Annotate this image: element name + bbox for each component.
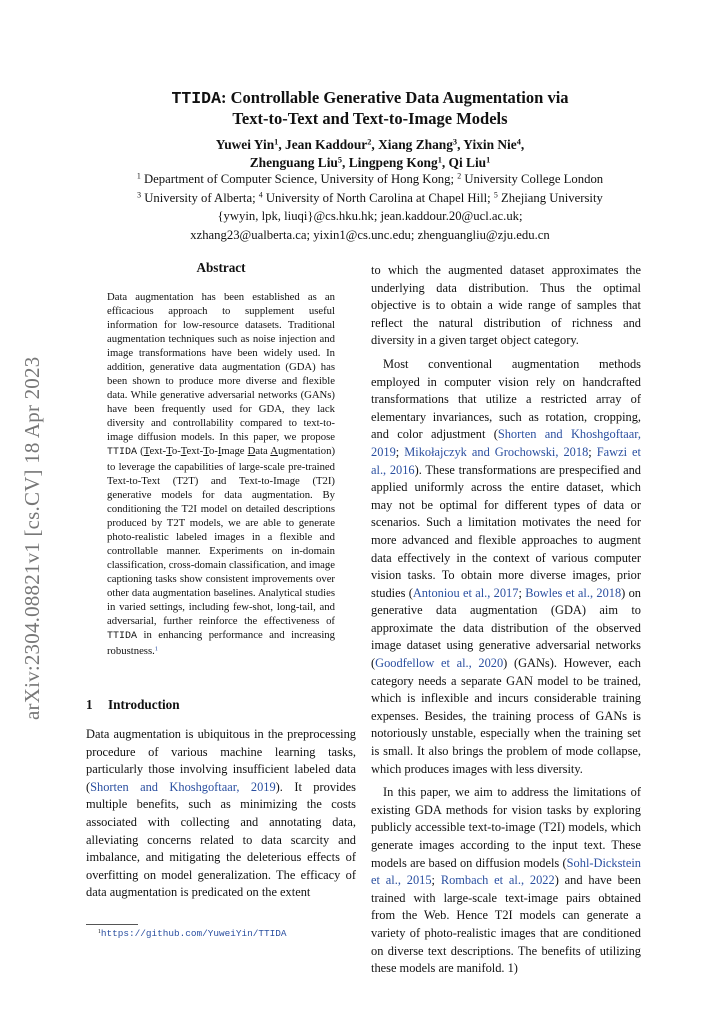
citation-link[interactable]: Bowles et al., 2018 — [525, 585, 622, 600]
email-line-2: xzhang23@ualberta.ca; yixin1@cs.unc.edu; zhenguangliu@zju.edu.cn — [190, 227, 550, 242]
title-line-1-rest: : Controllable Generative Data Augmentation via — [220, 88, 569, 107]
paper-title — [90, 88, 650, 129]
paragraph: Most conventional augmentation methods employed in computer vision rely on handcrafted transformations that utilize a restricted array of elementary invariances, such as rotation, cropping, and color adjustment (Shorten and Khoshgoftaar, 2019; Mikołajczyk and Grochowski, 2018; Fawzi et al., 2016). These transformations are prespecified and applied uniformly across the entire dataset, which may not be optimal for different types of data or scenarios. Such a limitation motivates the need for more advanced and flexible approaches to augment data effectively in the context of various computer vision tasks. To obtain more diverse images, prior studies (Antoniou et al., 2017; Bowles et al., 2018) on generative data augmentation (GDA) aim to approximate the data distribution of the observed image dataset using generative adversarial networks (Goodfellow et al., 2020) (GANs). However, each category needs a separate GAN model to be trained, which is inflexible and incurs considerable training expenses. Besides, the training process of GANs is notoriously unstable, especially when the training set is small. It also brings the problem of mode collapse, which produces images with less diversity. — [371, 356, 641, 776]
arxiv-watermark — [20, 320, 54, 720]
footnote: $^1$https://github.com/YuweiYin/TTIDA — [98, 928, 287, 939]
author: Jean Kaddour$^2$, — [285, 137, 379, 152]
abstract-heading: Abstract — [196, 260, 246, 275]
section-title: Introduction — [108, 697, 180, 712]
affiliation-line-2: $^3$ University of Alberta; $^4$ University of North Carolina at Chapel Hill; $^5$ Zhejiang University — [137, 190, 603, 205]
title-name: TTIDA — [171, 89, 221, 108]
citation-link[interactable]: Antoniou et al., 2017 — [412, 585, 519, 600]
citation-link[interactable]: Shorten and Khoshgoftaar, 2019 — [371, 427, 641, 459]
author: Yuwei Yin$^1$, — [215, 137, 286, 152]
citation-link[interactable]: Mikołajczyk and Grochowski, 2018 — [404, 444, 589, 459]
title-line-2: Text-to-Text and Text-to-Image Models — [232, 109, 508, 128]
footnote-rule — [86, 924, 138, 925]
author: Lingpeng Kong$^1$, — [348, 155, 449, 170]
author-list — [90, 136, 650, 172]
abstract-body: Data augmentation has been established as an efficacious approach to supplement useful information for low-resource datasets. Traditional augmentation techniques such as noise injection and image transformations have been widely used. In addition, generative data augmentation (GDA) has been shown to produce more diverse and flexible data. While generative adversarial networks (GANs) have been frequently used for GDA, they lack diversity and controllability compared to text-to-image diffusion models. In this paper, we propose TTIDA (Text-To-Text-To-Image Data Augmentation) to leverage the capabilities of large-scale pre-trained Text-to-Text (T2T) and Text-to-Image (T2I) generative models for data augmentation. By conditioning the T2I model on detailed descriptions produced by T2T models, we are able to generate photo-realistic labeled images in a flexible and controllable manner. Experiments on in-domain classification, cross-domain classification, and image captioning tasks show consistent improvements over other data augmentation baselines. Analytical studies in varied settings, including few-shot, long-tail, and adversarial, further reinforce the effectiveness of TTIDA in enhancing performance and increasing robustness.$^1$ — [107, 291, 335, 657]
citation-link[interactable]: Rombach et al., 2022 — [440, 873, 555, 888]
arxiv-id-text: arXiv:2304.08821v1 [cs.CV] 18 Apr 2023 — [20, 356, 44, 720]
affiliations — [80, 170, 660, 244]
citation-link[interactable]: Goodfellow et al., 2020 — [375, 656, 504, 671]
email-line-1: {ywyin, lpk, liuqi}@cs.hku.hk; jean.kaddour.20@ucl.ac.uk; — [217, 209, 523, 224]
affiliation-line-1: $^1$ Department of Computer Science, University of Hong Kong; $^2$ University College London — [136, 171, 604, 186]
citation-link[interactable]: Fawzi et al., 2016 — [371, 444, 641, 477]
paragraph: to which the augmented dataset approximates the underlying data distribution. Thus the optimal objective is to obtain a wide range of samples that reflect the natural distribution of richness and diversity in a given target object category. — [371, 263, 641, 348]
citation-link[interactable]: Sohl-Dickstein et al., 2015 — [371, 855, 641, 888]
author: Xiang Zhang$^3$, — [378, 137, 464, 152]
author: Qi Liu$^1$ — [448, 155, 491, 170]
right-column — [371, 262, 641, 978]
section-heading — [86, 697, 180, 713]
author: Yixin Nie$^4$, — [463, 137, 525, 152]
github-link[interactable]: https://github.com/YuweiYin/TTIDA — [100, 928, 287, 939]
footnote-marker[interactable]: 1 — [154, 645, 159, 653]
title-line-1 — [90, 88, 650, 109]
paragraph: In this paper, we aim to address the limitations of existing GDA methods for vision tasks by exploring publicly accessible text-to-image (T2I) models, which generate images according to the input text. These models are based on diffusion models (Sohl-Dickstein et al., 2015; Rombach et al., 2022) and have been trained with large-scale text-image pairs obtained from the Web. Hence T2I models can generate a variety of photo-realistic images that are conditioned on diverse text descriptions. The benefits of utilizing these models are manifold. 1) — [371, 785, 641, 976]
method-name: TTIDA — [107, 631, 138, 642]
intro-paragraph: Data augmentation is ubiquitous in the preprocessing procedure of various machine learning tasks, particularly those involving insufficient labeled data (Shorten and Khoshgoftaar, 2019). It provides multiple benefits, such as minimizing the costs associated with collecting and annotating data, alleviating concerns related to data scarcity and imbalance, and mitigating the deleterious effects of overfitting on model generalization. The efficacy of data augmentation is predicated on the extent — [86, 727, 356, 900]
section-number: 1 — [86, 697, 93, 712]
method-name: TTIDA — [107, 447, 138, 458]
citation-link[interactable]: Shorten and Khoshgoftaar, 2019 — [90, 779, 276, 794]
author: Zhenguang Liu$^5$, — [249, 155, 349, 170]
author-line-1 — [90, 136, 650, 154]
